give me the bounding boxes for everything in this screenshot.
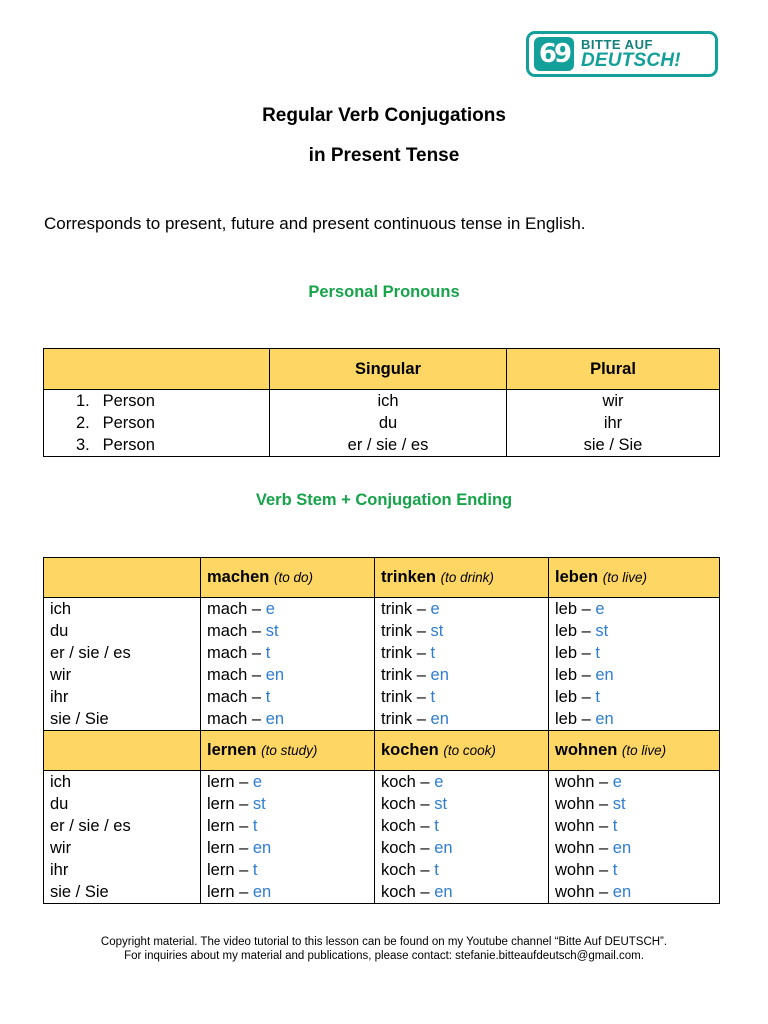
verb-header-cell <box>549 558 720 598</box>
verb-stem: lern – <box>207 839 253 857</box>
verb-stem: trink – <box>381 622 431 640</box>
verb-infinitive: lernen <box>207 741 257 759</box>
conjugated-form <box>555 686 719 708</box>
conjugation-ending: t <box>434 817 439 835</box>
conjugation-cell <box>549 771 720 904</box>
personal-pronouns-table <box>43 348 720 457</box>
verb-header-row <box>44 558 720 598</box>
conjugation-row <box>44 598 720 731</box>
pronoun: er / sie / es <box>50 817 131 835</box>
verb-stem: koch – <box>381 861 435 879</box>
table-row <box>44 390 720 457</box>
logo-line-2: DEUTSCH! <box>581 50 681 71</box>
verb-stem: koch – <box>381 839 435 857</box>
singular-pronoun: er / sie / es <box>347 436 429 454</box>
conjugation-ending: t <box>252 861 258 879</box>
conjugation-ending: st <box>430 622 444 640</box>
logo-wordmark <box>581 38 681 70</box>
conjugation-ending: t <box>430 688 436 706</box>
pronoun: wir <box>50 666 72 684</box>
conjugation-ending: en <box>430 666 449 684</box>
verb-stem: lern – <box>207 861 253 879</box>
pronoun: ich <box>50 600 72 618</box>
conjugated-form <box>555 708 719 730</box>
conjugated-form <box>555 598 719 620</box>
verb-stem: trink – <box>381 688 431 706</box>
verb-header-cell <box>375 731 549 771</box>
footer-contact: For inquiries about my material and publications, please contact: stefanie.bitteaufdeutsch@gmail.com. <box>124 950 644 962</box>
verb-header-cell <box>375 558 549 598</box>
conjugation-row <box>44 771 720 904</box>
empty-header-cell <box>44 731 201 771</box>
verb-meaning: (to study) <box>261 743 318 758</box>
conjugated-form <box>555 620 719 642</box>
person-number: 3. <box>76 436 90 454</box>
conjugated-form <box>381 793 548 815</box>
verb-stem: mach – <box>207 710 266 728</box>
pronoun: sie / Sie <box>50 883 109 901</box>
verb-stem: leb – <box>555 688 596 706</box>
table-header-row <box>44 349 720 390</box>
verb-stem: lern – <box>207 817 253 835</box>
verb-infinitive: leben <box>555 568 599 586</box>
conjugation-ending: t <box>612 817 618 835</box>
section-heading-pronouns: Personal Pronouns <box>308 283 460 301</box>
conjugated-form <box>207 881 374 903</box>
conjugated-form <box>207 598 374 620</box>
person-number: 2. <box>76 414 90 432</box>
conjugation-ending: en <box>612 839 632 857</box>
conjugated-form <box>381 708 548 730</box>
conjugated-form <box>381 664 548 686</box>
verb-meaning: (to live) <box>621 743 667 758</box>
verb-infinitive: trinken <box>381 568 437 586</box>
person-label: Person <box>102 436 155 454</box>
verb-infinitive: wohnen <box>555 741 618 759</box>
page-title: Regular Verb Conjugations <box>262 105 506 126</box>
conjugation-ending: e <box>434 773 444 791</box>
intro-text: Corresponds to present, future and present continuous tense in English. <box>44 214 586 233</box>
conjugation-ending: t <box>612 861 618 879</box>
conjugation-ending: st <box>595 622 609 640</box>
conjugation-ending: t <box>252 817 258 835</box>
conjugated-form <box>555 664 719 686</box>
section-heading-conjugation: Verb Stem + Conjugation Ending <box>255 491 513 509</box>
conjugation-ending: e <box>265 600 275 618</box>
conjugated-form <box>381 642 548 664</box>
verb-infinitive: machen <box>207 568 270 586</box>
conjugation-cell <box>201 771 375 904</box>
conjugated-form <box>555 881 719 903</box>
verb-header-row <box>44 731 720 771</box>
verb-stem: wohn – <box>555 883 613 901</box>
empty-header-cell <box>44 558 201 598</box>
verb-stem: wohn – <box>555 817 613 835</box>
conjugation-ending: en <box>612 883 632 901</box>
conjugation-ending: e <box>252 773 263 791</box>
column-header-plural: Plural <box>507 349 720 390</box>
plural-pronoun: wir <box>602 392 624 410</box>
conjugated-form <box>207 837 374 859</box>
conjugated-form <box>555 859 719 881</box>
column-header-person <box>44 349 270 390</box>
verb-meaning: (to cook) <box>443 743 496 758</box>
conjugation-ending: en <box>595 666 614 684</box>
conjugation-ending: en <box>595 710 614 728</box>
verb-stem: lern – <box>207 795 253 813</box>
verb-stem: mach – <box>207 666 266 684</box>
verb-header-cell <box>549 731 720 771</box>
verb-stem: trink – <box>381 644 431 662</box>
conjugation-cell <box>375 598 549 731</box>
conjugation-ending: en <box>252 839 272 857</box>
conjugated-form <box>207 620 374 642</box>
verb-stem: mach – <box>207 600 266 618</box>
verb-stem: koch – <box>381 883 435 901</box>
verb-stem: wohn – <box>555 795 613 813</box>
person-label: Person <box>102 414 155 432</box>
pronoun: du <box>50 795 69 813</box>
verb-meaning: (to live) <box>602 570 647 585</box>
conjugation-cell <box>201 598 375 731</box>
pronoun: er / sie / es <box>50 644 131 662</box>
conjugated-form <box>381 859 548 881</box>
conjugation-ending: t <box>265 644 271 662</box>
conjugated-form <box>207 686 374 708</box>
conjugated-form <box>207 815 374 837</box>
person-label: Person <box>102 392 155 410</box>
verb-stem: lern – <box>207 883 253 901</box>
person-cell <box>44 390 270 457</box>
conjugation-ending: en <box>434 839 453 857</box>
verb-stem: leb – <box>555 644 596 662</box>
conjugation-ending: t <box>595 688 600 706</box>
conjugated-form <box>381 881 548 903</box>
conjugation-ending: st <box>612 795 626 813</box>
conjugation-ending: en <box>265 710 285 728</box>
verb-stem: leb – <box>555 710 596 728</box>
conjugated-form <box>207 771 374 793</box>
column-header-singular: Singular <box>270 349 507 390</box>
conjugated-form <box>555 771 719 793</box>
verb-meaning: (to do) <box>273 570 313 585</box>
conjugation-ending: en <box>434 883 453 901</box>
conjugation-cell <box>375 771 549 904</box>
conjugation-ending: e <box>612 773 622 791</box>
verb-header-cell <box>201 731 375 771</box>
verb-header-cell <box>201 558 375 598</box>
conjugation-ending: en <box>265 666 285 684</box>
verb-stem: wohn – <box>555 861 613 879</box>
conjugated-form <box>381 598 548 620</box>
singular-cell <box>270 390 507 457</box>
page-subtitle: in Present Tense <box>308 145 460 166</box>
verb-stem: leb – <box>555 666 596 684</box>
verb-infinitive: kochen <box>381 741 439 759</box>
conjugated-form <box>207 642 374 664</box>
conjugation-ending: en <box>252 883 272 901</box>
verb-stem: mach – <box>207 622 266 640</box>
verb-stem: koch – <box>381 773 435 791</box>
verb-stem: leb – <box>555 622 596 640</box>
conjugation-ending: t <box>434 861 439 879</box>
conjugated-form <box>381 771 548 793</box>
conjugated-form <box>381 686 548 708</box>
conjugation-ending: t <box>595 644 600 662</box>
pronoun-list-cell <box>44 598 201 731</box>
conjugated-form <box>207 859 374 881</box>
verb-stem: mach – <box>207 688 266 706</box>
conjugation-table <box>43 557 720 904</box>
conjugation-ending: e <box>595 600 605 618</box>
conjugated-form <box>555 793 719 815</box>
conjugated-form <box>207 708 374 730</box>
pronoun: wir <box>50 839 72 857</box>
conjugation-ending: t <box>265 688 271 706</box>
footer-copyright: Copyright material. The video tutorial to this lesson can be found on my Youtube channel “Bitte Auf DEUTSCH”. <box>100 936 668 948</box>
pronoun: sie / Sie <box>50 710 109 728</box>
pronoun: ich <box>50 773 72 791</box>
logo-line-1: BITTE AUF <box>581 37 653 52</box>
conjugation-ending: st <box>434 795 448 813</box>
verb-stem: mach – <box>207 644 266 662</box>
conjugated-form <box>207 664 374 686</box>
plural-pronoun: ihr <box>603 414 623 432</box>
singular-pronoun: ich <box>377 392 399 410</box>
person-number: 1. <box>76 392 90 410</box>
verb-stem: trink – <box>381 600 431 618</box>
conjugation-ending: t <box>430 644 436 662</box>
verb-stem: lern – <box>207 773 253 791</box>
plural-pronoun: sie / Sie <box>583 436 643 454</box>
logo-quote-icon: 69 <box>534 37 574 71</box>
verb-stem: trink – <box>381 666 431 684</box>
verb-stem: leb – <box>555 600 596 618</box>
verb-stem: koch – <box>381 795 435 813</box>
conjugated-form <box>381 620 548 642</box>
verb-meaning: (to drink) <box>440 570 494 585</box>
conjugated-form <box>207 793 374 815</box>
brand-logo <box>526 31 718 77</box>
pronoun: ihr <box>50 861 69 879</box>
pronoun-list-cell <box>44 771 201 904</box>
verb-stem: trink – <box>381 710 431 728</box>
conjugation-ending: e <box>430 600 440 618</box>
verb-stem: koch – <box>381 817 435 835</box>
verb-stem: wohn – <box>555 773 613 791</box>
conjugated-form <box>555 642 719 664</box>
conjugated-form <box>555 815 719 837</box>
conjugation-ending: en <box>430 710 449 728</box>
singular-pronoun: du <box>378 414 398 432</box>
conjugation-ending: st <box>265 622 279 640</box>
verb-stem: wohn – <box>555 839 613 857</box>
conjugated-form <box>555 837 719 859</box>
pronoun: du <box>50 622 69 640</box>
conjugated-form <box>381 837 548 859</box>
plural-cell <box>507 390 720 457</box>
conjugation-cell <box>549 598 720 731</box>
conjugated-form <box>381 815 548 837</box>
conjugation-ending: st <box>252 795 266 813</box>
pronoun: ihr <box>50 688 69 706</box>
